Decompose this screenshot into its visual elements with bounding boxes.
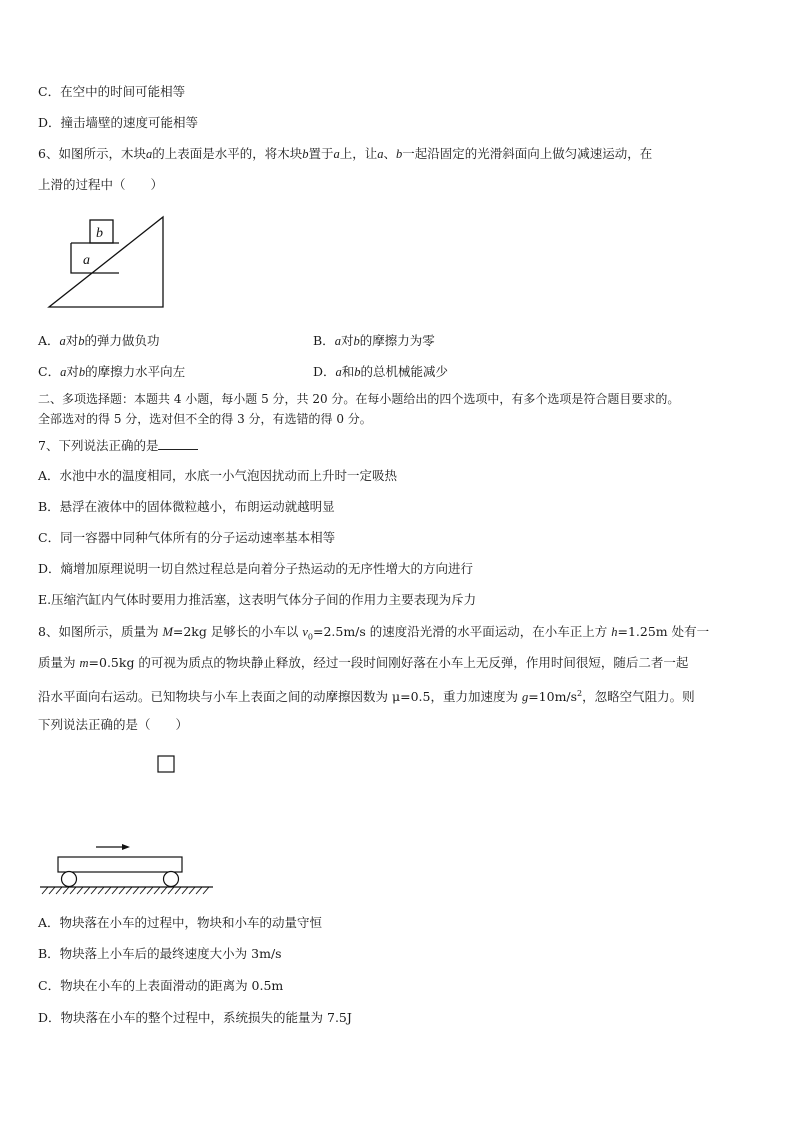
q8-var-v-sub: 0 bbox=[307, 632, 313, 642]
q6-var-b: b bbox=[354, 365, 361, 379]
q7-option-b: B．悬浮在液体中的固体微粒越小，布朗运动就越明显 bbox=[38, 499, 335, 514]
q8-text: 质量为 bbox=[38, 655, 80, 670]
q8-var-m: m bbox=[79, 656, 89, 670]
q8-var-g: g bbox=[521, 690, 529, 705]
ground-hatch bbox=[42, 887, 209, 894]
q6-var-a: a bbox=[333, 147, 340, 161]
q8-text: ，忽略空气阻力。则 bbox=[582, 689, 695, 705]
cart-wheel-right bbox=[164, 872, 179, 887]
section2-instructions-line1: 二、多项选择题：本题共 4 小题，每小题 5 分，共 20 分。在每小题给出的四个选项中，有多个选项是符合题目要求的。 bbox=[38, 392, 680, 406]
q6-var-b: b bbox=[396, 147, 403, 161]
q6-var-a: a bbox=[335, 365, 342, 379]
incline-wedge bbox=[49, 217, 163, 307]
q7-option-d: D．熵增加原理说明一切自然过程总是向着分子热运动的无序性增大的方向进行 bbox=[38, 561, 474, 576]
q5-option-c: C．在空中的时间可能相等 bbox=[38, 84, 186, 99]
option-text: 对 bbox=[66, 364, 79, 379]
q8-var-v: v bbox=[302, 625, 308, 639]
q6-var-a: a bbox=[145, 147, 153, 161]
q8-cart-figure bbox=[38, 750, 218, 900]
q6-var-b: b bbox=[353, 334, 360, 348]
q8-stem-line2 bbox=[38, 655, 688, 671]
q6-stem-line2: 上滑的过程中（ ） bbox=[38, 177, 164, 192]
q7-stem bbox=[38, 437, 198, 454]
q8-text: 8、如图所示，质量为 bbox=[38, 624, 163, 639]
option-prefix: C． bbox=[38, 364, 61, 379]
velocity-arrow-head bbox=[122, 844, 130, 850]
option-text: 的总机械能减少 bbox=[360, 364, 449, 379]
q8-option-d: D．物块落在小车的整个过程中，系统损失的能量为 7.5J bbox=[38, 1010, 352, 1025]
falling-block bbox=[158, 756, 174, 772]
q6-option-c bbox=[38, 364, 185, 380]
q8-option-b: B．物块落上小车后的最终速度大小为 3m/s bbox=[38, 946, 282, 961]
option-prefix: B． bbox=[313, 333, 335, 348]
q6-stem-text: 上，让 bbox=[339, 146, 378, 161]
q8-var-h: h bbox=[611, 625, 618, 639]
q8-text: 沿水平面向右运动。已知物块与小车上表面之间的动摩擦因数为 μ=0.5，重力加速度为 bbox=[38, 689, 522, 705]
q6-stem-text: 置于 bbox=[308, 146, 334, 161]
option-text: 对 bbox=[340, 333, 354, 348]
q8-stem-line4: 下列说法正确的是（ ） bbox=[38, 717, 189, 732]
q8-option-a: A．物块落在小车的过程中，物块和小车的动量守恒 bbox=[38, 915, 323, 930]
answer-blank bbox=[158, 437, 198, 450]
section2-instructions-line2: 全部选对的得 5 分，选对但不全的得 3 分，有选错的得 0 分。 bbox=[38, 412, 372, 426]
q6-var-a: a bbox=[377, 147, 384, 161]
q8-var-M: M bbox=[162, 625, 173, 639]
label-b: b bbox=[96, 226, 103, 241]
q6-var-a: a bbox=[60, 365, 67, 379]
q6-var-b: b bbox=[78, 365, 86, 379]
q8-text: =0.5kg 的可视为质点的物块静止释放，经过一段时间刚好落在小车上无反弹，作用时间很短，随后二者一起 bbox=[88, 655, 689, 670]
label-a: a bbox=[83, 253, 90, 268]
cart-body bbox=[58, 857, 182, 872]
option-text: 的弹力做负功 bbox=[84, 333, 160, 348]
q8-superscript: 2 bbox=[577, 689, 583, 698]
q6-var-b: b bbox=[302, 147, 309, 161]
q6-option-d bbox=[313, 364, 448, 380]
cart-wheel-left bbox=[62, 872, 77, 887]
option-text: 的摩擦力为零 bbox=[359, 333, 435, 348]
q7-option-e: E.压缩汽缸内气体时要用力推活塞，这表明气体分子间的作用力主要表现为斥力 bbox=[38, 592, 477, 607]
q6-stem-text: 一起沿固定的光滑斜面向上做匀减速运动，在 bbox=[402, 146, 653, 161]
option-prefix: D． bbox=[313, 364, 336, 379]
q8-stem-line1 bbox=[38, 624, 709, 646]
option-text: 对 bbox=[65, 333, 79, 348]
q6-var-a: a bbox=[334, 334, 341, 348]
q6-incline-figure bbox=[40, 210, 170, 310]
q7-option-a: A．水池中水的温度相同，水底一小气泡因扰动而上升时一定吸热 bbox=[38, 468, 398, 483]
q6-var-a: a bbox=[59, 334, 66, 348]
q8-text: =10m/s bbox=[528, 689, 578, 705]
q7-option-c: C．同一容器中同种气体所有的分子运动速率基本相等 bbox=[38, 530, 336, 545]
q8-text: =1.25m 处有一 bbox=[617, 624, 710, 639]
q6-stem-text: 6、如图所示，木块 bbox=[38, 146, 146, 161]
q8-option-c: C．物块在小车的上表面滑动的距离为 0.5m bbox=[38, 978, 284, 993]
q8-text: =2kg 足够长的小车以 bbox=[172, 624, 303, 639]
q6-stem-text: 的上表面是水平的，将木块 bbox=[152, 146, 303, 161]
q6-var-b: b bbox=[78, 334, 85, 348]
option-text: 和 bbox=[341, 364, 355, 379]
q5-option-d: D．撞击墙壁的速度可能相等 bbox=[38, 115, 199, 130]
q6-stem-line1 bbox=[38, 146, 652, 162]
q6-stem-text: 、 bbox=[383, 146, 397, 161]
q8-stem-line3 bbox=[38, 686, 695, 705]
option-prefix: A． bbox=[38, 333, 60, 348]
option-text: 的摩擦力水平向左 bbox=[85, 364, 186, 379]
q6-option-b bbox=[313, 333, 435, 349]
q7-stem-text: 7、下列说法正确的是 bbox=[38, 438, 159, 453]
q8-text: =2.5m/s 的速度沿光滑的水平面运动，在小车正上方 bbox=[312, 624, 612, 639]
q6-option-a bbox=[38, 333, 160, 349]
